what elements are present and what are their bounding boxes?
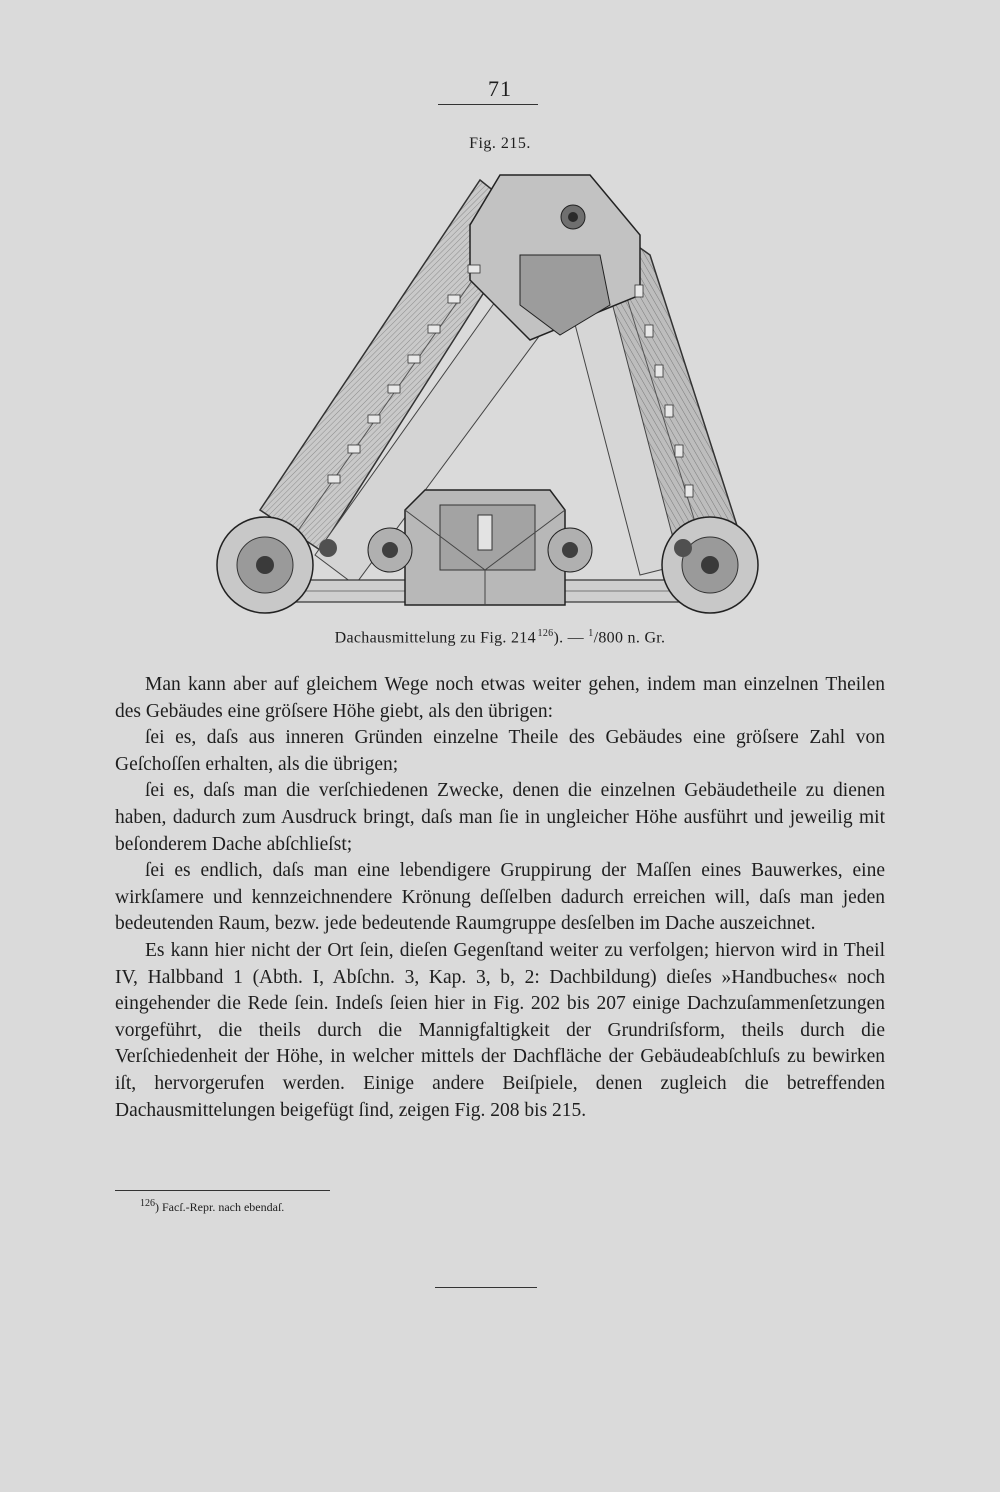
footnote-text: ) Facſ.-Repr. nach ebendaſ.: [155, 1200, 285, 1214]
body-text: [115, 672, 885, 1124]
roof-plan-figure: [200, 165, 770, 625]
paragraph: Es kann hier nicht der Ort ſein, dieſen Gegenſtand weiter zu verfolgen; hiervon wird in Theil IV, Halbband 1 (Abth. I, Abſchn. 3, Kap. 3, b, 2: Dachbildung) dieſes »Handbuches« noch eingehender die Rede ſein. Indeſs ſeien hier in Fig. 202 bis 207 einige Dachzuſammenſetzungen vorgeführt, die theils durch die Mannigfaltigkeit der Grundriſsform, theils durch die Verſchiedenheit der Höhe, in welcher mittels der Dachfläche der Gebäudeabſchluſs zu bewirken iſt, hervorgerufen werden. Einige andere Beiſpiele, denen zugleich die betreffenden Dachausmittelungen beigefügt ſind, zeigen Fig. 208 bis 215.: [115, 939, 885, 1121]
figure-label: Fig. 215.: [469, 135, 531, 152]
footnote: [140, 1198, 284, 1215]
corner-tower-left: [217, 517, 313, 613]
paragraph: Man kann aber auf gleichem Wege noch etwas weiter gehen, indem man einzelnen Theilen des Gebäudes eine gröſsere Höhe giebt, als den übrigen:: [115, 674, 885, 722]
caption-scale: /800 n. Gr.: [593, 629, 666, 647]
caption-text: Dachausmittelung zu Fig. 214: [334, 629, 536, 647]
paragraph: ſei es, daſs man die verſchiedenen Zwecke, denen die einzelnen Gebäudetheile zu dienen haben, dadurch zum Ausdruck bringt, daſs man ſie in ungleicher Höhe ausführt und jeweilig mit beſonderem Dache abſchlieſst;: [115, 780, 885, 855]
page-number: 71: [488, 76, 512, 101]
header-rule: [438, 104, 538, 105]
corner-tower-right: [662, 517, 758, 613]
footnote-rule: [115, 1190, 330, 1191]
paragraph: ſei es, daſs aus inneren Gründen einzelne Theile des Gebäudes eine gröſsere Zahl von Geſchoſſen erhalten, als die übrigen;: [115, 727, 885, 775]
end-rule: [435, 1287, 537, 1288]
caption-after: ). —: [553, 629, 589, 647]
paragraph: ſei es endlich, daſs man eine lebendigere Gruppirung der Maſſen eines Bauwerkes, eine wirkſamere und kennzeichnendere Krönung deſſelben dadurch erreichen will, daſs man jeden bedeutenden Raum, bezw. jede bedeutende Raumgruppe desſelben im Dache auszeichnet.: [115, 860, 885, 935]
central-block: [405, 490, 565, 605]
footnote-number: 126: [140, 1198, 155, 1209]
caption-footnote-ref: 126: [537, 628, 554, 639]
caption-scale-numerator: 1: [588, 628, 594, 639]
figure-caption: [0, 628, 1000, 647]
